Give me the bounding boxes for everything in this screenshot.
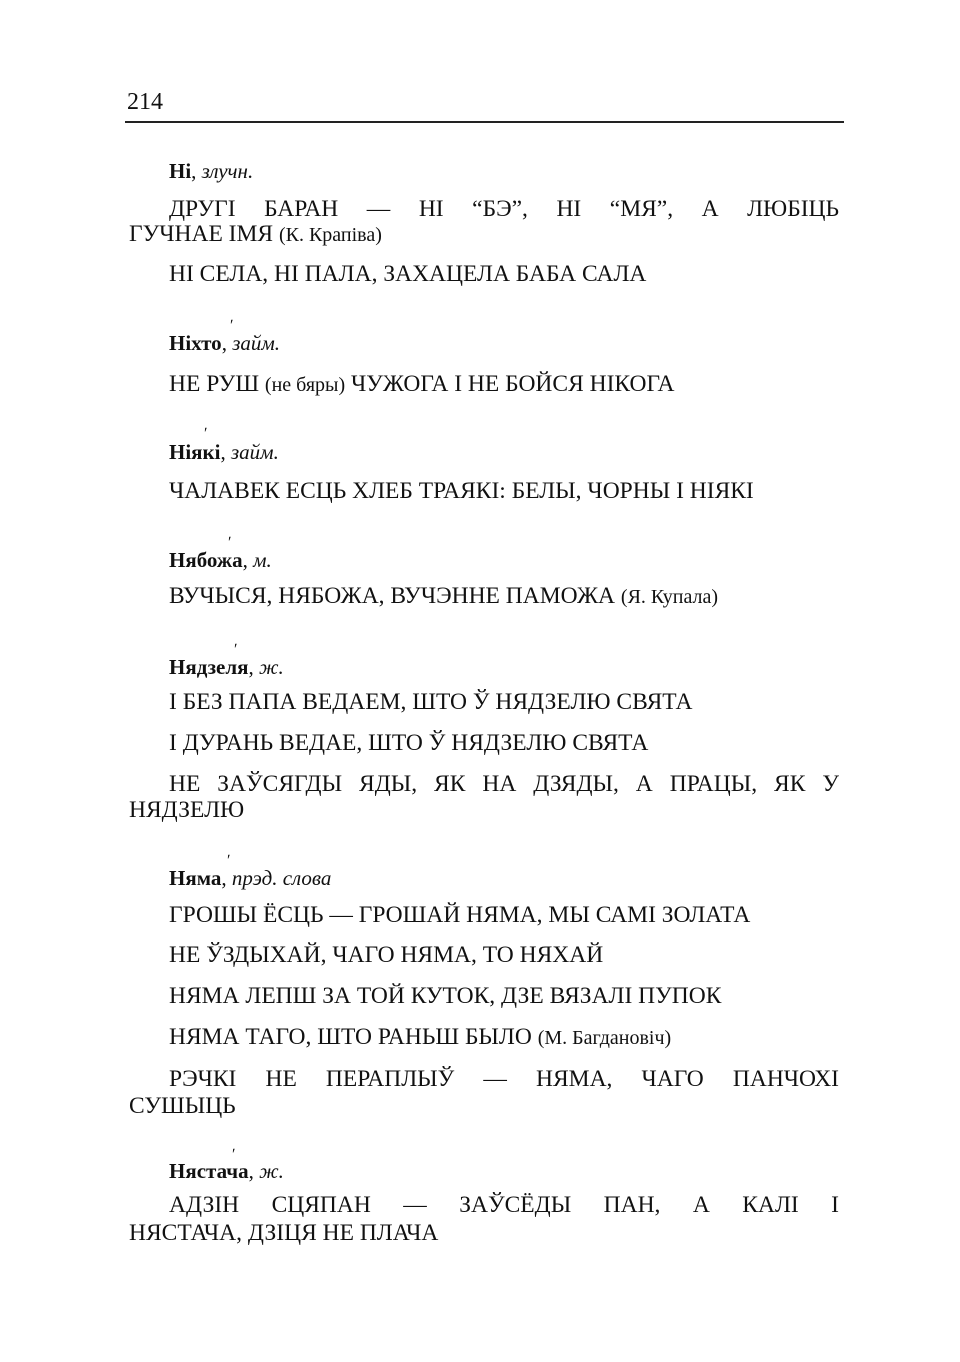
entry-word: Нядзеля — [169, 655, 249, 679]
proverb-line: НЯМА ЛЕПШ ЗА ТОЙ КУТОК, ДЗЕ ВЯЗАЛІ ПУПОК — [169, 983, 722, 1009]
entry-word: Ніякі — [169, 440, 221, 464]
entry-separator: , — [242, 548, 248, 572]
proverb-line: ЧАЛАВЕК ЕСЦЬ ХЛЕБ ТРАЯКІ: БЕЛЫ, ЧОРНЫ І НІЯКІ — [169, 478, 754, 504]
entry-heading — [169, 866, 331, 890]
proverb-line: ГРОШЫ ЁСЦЬ — ГРОШАЙ НЯМА, МЫ САМІ ЗОЛАТА — [169, 902, 751, 928]
entry-heading — [169, 655, 284, 679]
attribution: (Я. Купала) — [620, 586, 719, 608]
entry-word: Няма — [169, 866, 222, 890]
attribution: (К. Крапіва) — [278, 224, 382, 246]
proverb-line: І БЕЗ ПАПА ВЕДАЕМ, ШТО Ў НЯДЗЕЛЮ СВЯТА — [169, 689, 693, 715]
entry-separator: , — [221, 866, 227, 890]
entry-heading — [169, 331, 280, 355]
stress-mark: ʹ — [230, 317, 234, 334]
proverb-line: НЕ РУШ (не бяры) ЧУЖОГА І НЕ БОЙСЯ НІКОГА — [169, 371, 675, 397]
entry-separator: , — [191, 159, 197, 183]
proverb-line: АДЗІН СЦЯПАН — ЗАЎСЁДЫ ПАН, А КАЛІ І — [169, 1192, 839, 1218]
proverb-line: ВУЧЫСЯ, НЯБОЖА, ВУЧЭННЕ ПАМОЖА (Я. Купала) — [169, 583, 719, 609]
part-of-speech: ж. — [258, 655, 284, 679]
entry-separator: , — [220, 440, 226, 464]
entry-heading — [169, 440, 279, 464]
proverb-line: СУШЫЦЬ — [129, 1093, 236, 1119]
attribution: (М. Багдановіч) — [537, 1027, 672, 1049]
part-of-speech: займ. — [232, 331, 281, 355]
stress-mark: ʹ — [234, 641, 238, 658]
proverb-line: НЯСТАЧА, ДЗІЦЯ НЕ ПЛАЧА — [129, 1220, 439, 1246]
entry-word: Нястача — [169, 1159, 249, 1183]
proverb-line: ГУЧНАЕ ІМЯ (К. Крапіва) — [129, 221, 382, 247]
entry-heading — [169, 548, 272, 572]
entry-heading — [169, 1159, 284, 1183]
entry-separator: , — [221, 331, 227, 355]
entry-word: Ні — [169, 159, 192, 183]
page-number: 214 — [127, 89, 163, 115]
stress-mark: ʹ — [228, 534, 232, 551]
proverb-line: НЯДЗЕЛЮ — [129, 797, 245, 823]
entry-heading — [169, 159, 253, 183]
part-of-speech: займ. — [230, 440, 279, 464]
entry-word: Нябожа — [169, 548, 243, 572]
proverb-line: ДРУГІ БАРАН — НІ “БЭ”, НІ “МЯ”, А ЛЮБІЦЬ — [169, 196, 839, 222]
part-of-speech: м. — [253, 548, 272, 572]
stress-mark: ʹ — [227, 852, 231, 869]
entry-separator: , — [248, 655, 254, 679]
stress-mark: ʹ — [232, 1146, 236, 1163]
part-of-speech: ж. — [259, 1159, 284, 1183]
proverb-line: РЭЧКІ НЕ ПЕРАПЛЫЎ — НЯМА, ЧАГО ПАНЧОХІ — [169, 1066, 839, 1092]
proverb-line: НЕ ЎЗДЫХАЙ, ЧАГО НЯМА, ТО НЯХАЙ — [169, 942, 604, 968]
proverb-line: НЕ ЗАЎСЯГДЫ ЯДЫ, ЯК НА ДЗЯДЫ, А ПРАЦЫ, ЯК У — [169, 771, 839, 797]
proverb-line: І ДУРАНЬ ВЕДАЕ, ШТО Ў НЯДЗЕЛЮ СВЯТА — [169, 730, 649, 756]
entry-separator: , — [248, 1159, 254, 1183]
proverb-line: НЯМА ТАГО, ШТО РАНЬШ БЫЛО (М. Багдановіч) — [169, 1024, 672, 1050]
gloss: (не бяры) — [264, 374, 346, 396]
entry-word: Ніхто — [169, 331, 222, 355]
proverb-line: НІ СЕЛА, НІ ПАЛА, ЗАХАЦЕЛА БАБА САЛА — [169, 261, 647, 287]
stress-mark: ʹ — [204, 425, 208, 442]
part-of-speech: прэд. слова — [231, 866, 332, 890]
part-of-speech: злучн. — [201, 159, 254, 183]
